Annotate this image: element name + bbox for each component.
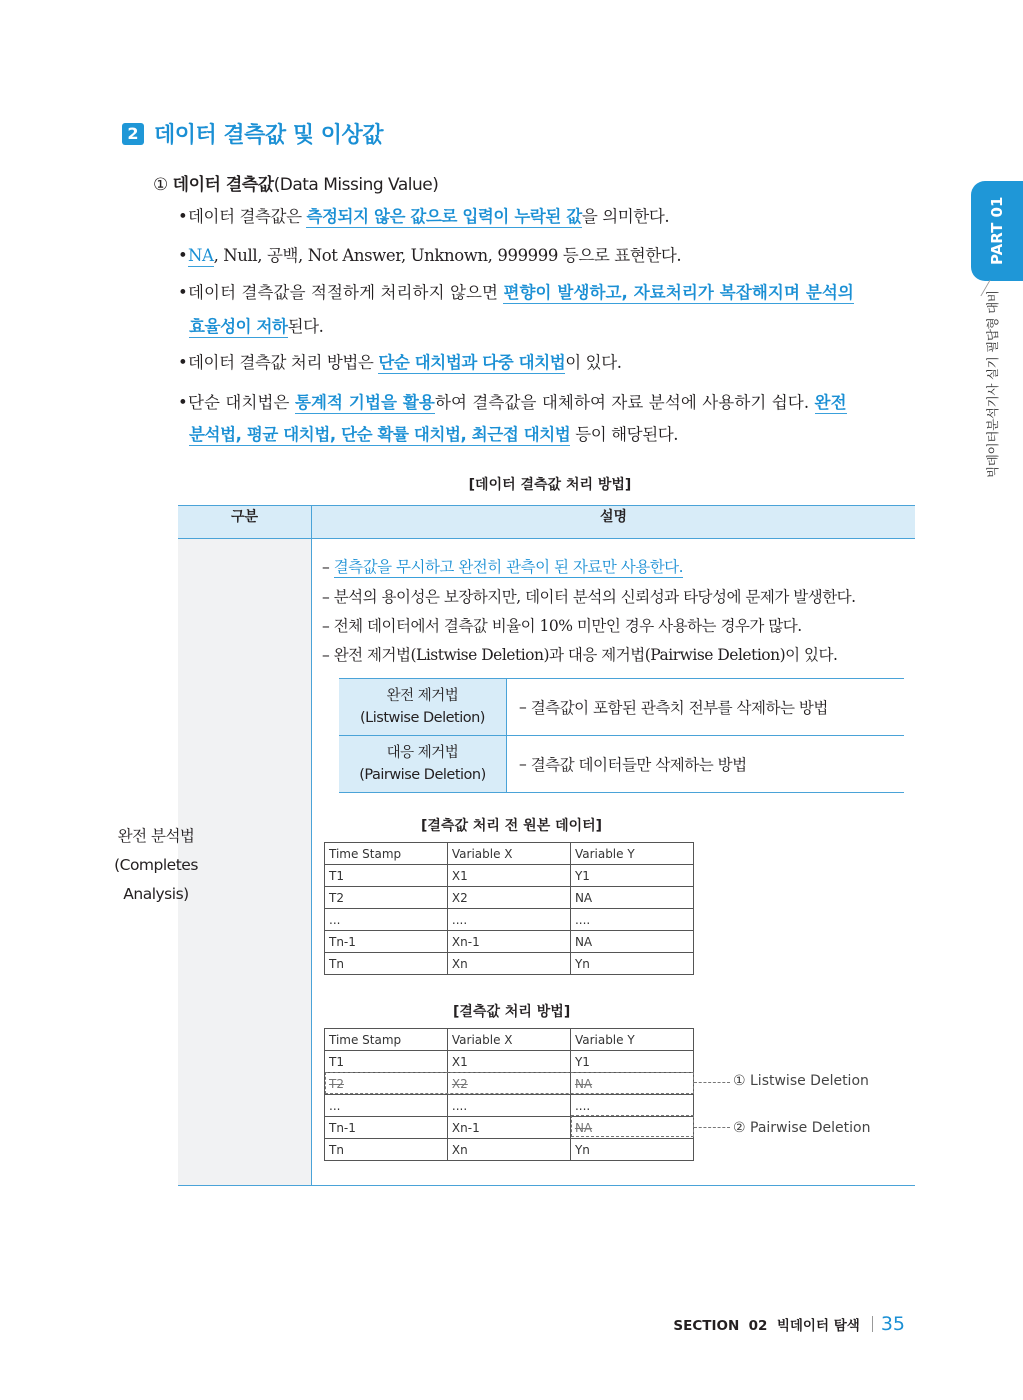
- method-table: [339, 678, 904, 793]
- desc-line-4: – 완전 제거법(Listwise Deletion)과 대응 제거법(Pairwise Deletion)이 있다.: [322, 646, 838, 664]
- bullet-2: •NA, Null, 공백, Not Answer, Unknown, 999999 등으로 표현한다.: [178, 246, 682, 265]
- desc-line-3: – 전체 데이터에서 결측값 비율이 10% 미만인 경우 사용하는 경우가 많다.: [322, 617, 802, 635]
- footer-divider: [872, 1316, 873, 1332]
- raw-data-caption: [결측값 처리 전 원본 데이터]: [421, 818, 603, 834]
- header-category: 구분: [230, 509, 259, 525]
- raw-data-table: [324, 842, 694, 975]
- method-label: 대응 제거법 (Pairwise Deletion): [339, 736, 507, 792]
- table-row: ... .... ....: [325, 909, 694, 931]
- method-desc: – 결측값 데이터들만 삭제하는 방법: [519, 755, 747, 774]
- table-row: Time Stamp Variable X Variable Y: [325, 1029, 694, 1051]
- listwise-leader-line: [694, 1082, 730, 1083]
- section-title: 데이터 결측값 및 이상값: [154, 123, 383, 148]
- bullet-5-cont: 분석법, 평균 대치법, 단순 확률 대치법, 최근접 대치법 등이 해당된다.: [189, 425, 679, 444]
- table-row: T2 X2 NA: [325, 887, 694, 909]
- header-description: 설명: [599, 509, 628, 525]
- section-number-badge: 2: [122, 123, 144, 145]
- table-row: T1 X1 Y1: [325, 865, 694, 887]
- desc-line-1: – 결측값을 무시하고 완전히 관측이 된 자료만 사용한다.: [322, 558, 684, 576]
- method-desc: – 결측값이 포함된 관측치 전부를 삭제하는 방법: [519, 698, 828, 717]
- processing-table: [324, 1028, 694, 1161]
- bullet-5: •단순 대치법은 통계적 기법을 활용하여 결측값을 대체하여 자료 분석에 사용하기 쉽다. 완전: [178, 393, 847, 412]
- bullet-3: •데이터 결측값을 적절하게 처리하지 않으면 편향이 발생하고, 자료처리가 복잡해지며 분석의: [178, 283, 854, 302]
- bullet-1: •데이터 결측값은 측정되지 않은 값으로 입력이 누락된 값을 의미한다.: [178, 207, 670, 226]
- method-label: 완전 제거법 (Listwise Deletion): [339, 679, 507, 735]
- table-row: Tn Xn Yn: [325, 953, 694, 975]
- pairwise-highlight-box: [571, 1115, 694, 1137]
- part-label: PART 01: [988, 196, 1006, 265]
- desc-line-2: – 분석의 용이성은 보장하지만, 데이터 분석의 신뢰성과 타당성에 문제가 발생한다.: [322, 588, 856, 606]
- category-label: 완전 분석법 (Completes Analysis): [114, 827, 198, 903]
- table-header: [178, 506, 915, 539]
- page-footer: [673, 1313, 905, 1335]
- method-row: [339, 679, 904, 735]
- book-title-vertical: 빅데이터분석기사 실기 필답형 대비: [985, 290, 1000, 478]
- section-label: SECTION 02 빅데이터 탐색: [673, 1318, 860, 1334]
- processing-caption: [결측값 처리 방법]: [453, 1004, 571, 1020]
- table-row: T1 X1 Y1: [325, 1051, 694, 1073]
- listwise-annotation: ① Listwise Deletion: [733, 1073, 869, 1089]
- bullet-4: •데이터 결측값 처리 방법은 단순 대치법과 다중 대치법이 있다.: [178, 353, 622, 372]
- section-heading: [122, 118, 383, 149]
- listwise-highlight-box: [325, 1072, 694, 1094]
- table-row: Time Stamp Variable X Variable Y: [325, 843, 694, 865]
- table-row: T2 X2 NA: [325, 1073, 694, 1095]
- table-row: Tn-1 Xn-1 NA: [325, 931, 694, 953]
- pairwise-leader-line: [694, 1127, 730, 1128]
- pairwise-annotation: ② Pairwise Deletion: [733, 1120, 871, 1136]
- page-number: 35: [880, 1313, 905, 1335]
- bullet-3-cont: 효율성이 저하된다.: [189, 317, 324, 336]
- table-caption: [데이터 결측값 처리 방법]: [468, 477, 632, 493]
- table-row: Tn-1 Xn-1 NA: [325, 1117, 694, 1139]
- table-row: Tn Xn Yn: [325, 1139, 694, 1161]
- method-row: [339, 735, 904, 792]
- subheading: ① 데이터 결측값(Data Missing Value): [153, 175, 439, 195]
- table-row: ... .... ....: [325, 1095, 694, 1117]
